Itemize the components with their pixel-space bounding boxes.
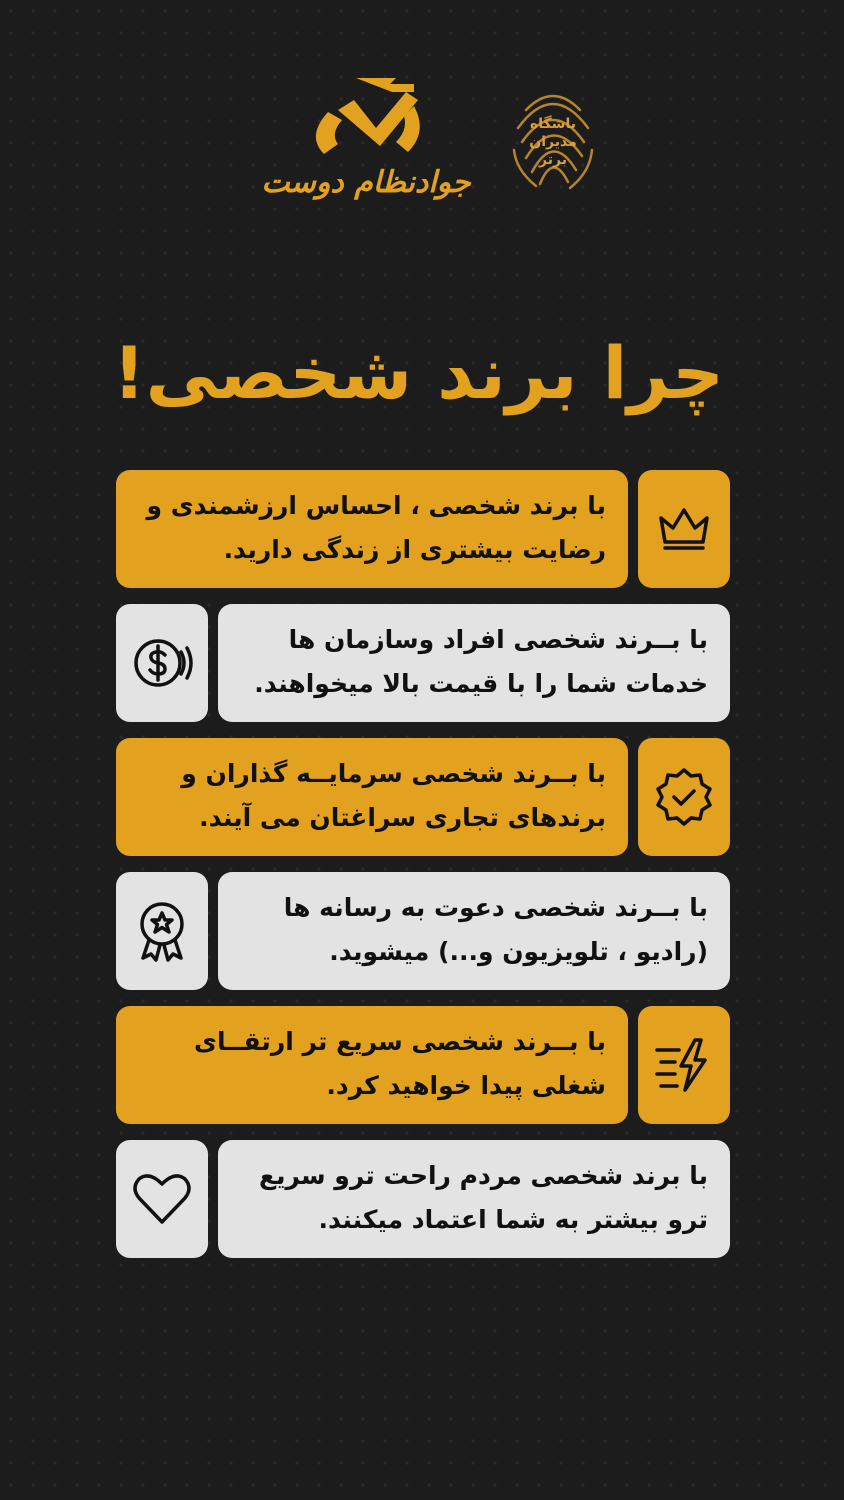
benefit-text: با برند شخصی ، احساس ارزشمندی و رضایت بیشتری از زندگی دارید. [116, 470, 628, 588]
club-fingerprint-logo [506, 80, 600, 192]
benefit-text: با بــرند شخصی سرمایــه گذاران و برندهای تجاری سراغتان می آیند. [116, 738, 628, 856]
benefit-row [116, 872, 730, 990]
benefit-text: با بــرند شخصی دعوت به رسانه ها (رادیو ، تلویزیون و...) میشوید. [218, 872, 730, 990]
benefit-row [116, 470, 730, 588]
svg-text:باشگاه: باشگاه [530, 116, 576, 132]
svg-text:برتر: برتر [539, 152, 567, 168]
crown-icon [651, 496, 717, 562]
fast-lightning-icon [651, 1032, 717, 1098]
benefit-row [116, 1140, 730, 1258]
dollar-coin-icon [129, 630, 195, 696]
benefit-text: با برند شخصی مردم راحت ترو سریع ترو بیشتر به شما اعتماد میکنند. [218, 1140, 730, 1258]
benefit-icon-box [116, 872, 208, 990]
benefit-icon-box [116, 604, 208, 722]
benefit-row [116, 738, 730, 856]
svg-text:مدیران: مدیران [529, 134, 577, 150]
benefit-row [116, 1006, 730, 1124]
award-medal-icon [129, 898, 195, 964]
personal-brand-logo [246, 72, 486, 202]
heart-icon [129, 1166, 195, 1232]
verified-badge-icon [651, 764, 717, 830]
benefit-text: با بــرند شخصی سریع تر ارتقــای شغلی پیدا خواهید کرد. [116, 1006, 628, 1124]
benefit-text: با بــرند شخصی افراد وسازمان ها خدمات شما را با قیمت بالا میخواهند. [218, 604, 730, 722]
benefit-icon-box [638, 738, 730, 856]
svg-text:جوادنظام دوست: جوادنظام دوست [261, 165, 471, 200]
page-title: چرا برند شخصی! [112, 331, 724, 415]
benefit-icon-box [638, 1006, 730, 1124]
benefit-icon-box [638, 470, 730, 588]
benefit-icon-box [116, 1140, 208, 1258]
benefit-row [116, 604, 730, 722]
